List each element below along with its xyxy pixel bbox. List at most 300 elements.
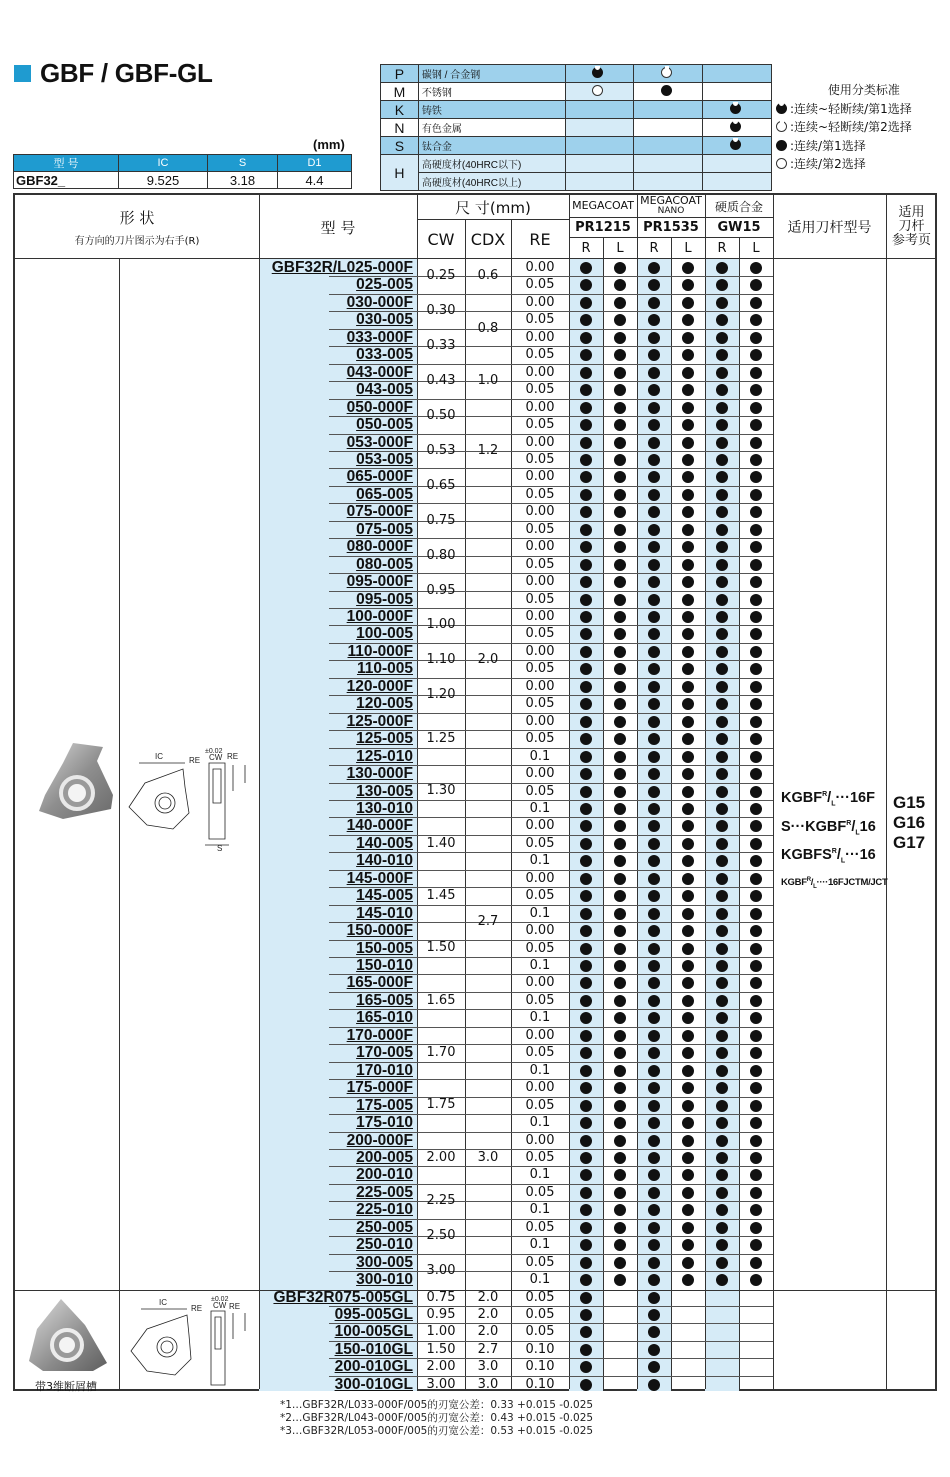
availability-dot-icon xyxy=(750,1222,762,1234)
availability-dot-icon xyxy=(580,594,592,606)
availability-dot-icon xyxy=(750,262,762,274)
insert-code: 120-005 xyxy=(356,695,413,713)
re-value: 0.00 xyxy=(525,713,555,729)
row-divider xyxy=(417,678,465,679)
re-value: 0.05 xyxy=(525,1289,555,1305)
mat-code-m: M xyxy=(381,83,419,101)
re-value: 0.1 xyxy=(529,800,551,816)
page-ref-1[interactable]: G15 xyxy=(893,793,926,812)
availability-dot-icon xyxy=(614,1187,626,1199)
availability-dot-icon xyxy=(580,1117,592,1129)
availability-dot-icon xyxy=(750,925,762,937)
re-value: 0.00 xyxy=(525,329,555,345)
availability-dot-icon xyxy=(716,1100,728,1112)
re-value: 0.1 xyxy=(529,1115,551,1131)
insert-code: 150-000F xyxy=(346,922,413,940)
mat-k-pr1535 xyxy=(634,101,703,119)
legend-label-2: :连续~轻断续/第2选择 xyxy=(790,120,912,134)
cw-value: 1.40 xyxy=(426,835,456,851)
re-value: 0.00 xyxy=(525,870,555,886)
availability-dot-icon xyxy=(682,698,694,710)
re-value: 0.05 xyxy=(525,626,555,642)
half-filled-dot-icon xyxy=(730,121,741,132)
insert-code: 125-005 xyxy=(356,730,413,748)
svg-text:RE: RE xyxy=(229,1302,241,1311)
cdx-value: 3.0 xyxy=(477,1149,499,1165)
mat-h1-gw15 xyxy=(703,155,772,173)
availability-dot-icon xyxy=(614,489,626,501)
re-value: 0.00 xyxy=(525,260,555,275)
divider xyxy=(259,195,260,1389)
insert-code: 250-010 xyxy=(356,1236,413,1254)
availability-dot-icon xyxy=(614,908,626,920)
footnote-3: *3…GBF32R/L053-000F/005的刃宽公差：0.53 +0.015 -0.025 xyxy=(280,1425,594,1437)
availability-dot-icon xyxy=(750,751,762,763)
availability-dot-icon xyxy=(682,489,694,501)
insert-code: 175-010 xyxy=(356,1114,413,1132)
availability-dot-icon xyxy=(580,1344,592,1356)
insert-code: 053-000F xyxy=(346,433,413,451)
spec-head-s: S xyxy=(208,155,278,172)
insert-code: 170-005 xyxy=(356,1044,413,1062)
divider xyxy=(569,217,773,218)
open-dot-icon xyxy=(776,158,787,169)
availability-dot-icon xyxy=(614,628,626,640)
cdx-value: 3.0 xyxy=(477,1376,499,1392)
table-header xyxy=(15,195,935,259)
insert-code: 145-000F xyxy=(346,869,413,887)
availability-dot-icon xyxy=(648,803,660,815)
availability-dot-icon xyxy=(682,297,694,309)
re-value: 0.1 xyxy=(529,958,551,973)
availability-dot-icon xyxy=(648,960,660,972)
mat-p-pr1535 xyxy=(634,65,703,83)
re-value: 0.05 xyxy=(525,591,555,607)
insert-code: 030-000F xyxy=(346,293,413,311)
page-ref-3[interactable]: G17 xyxy=(893,833,926,852)
row-divider xyxy=(465,294,511,295)
cw-value: 1.00 xyxy=(426,1324,456,1340)
availability-dot-icon xyxy=(580,943,592,955)
mat-h2-pr1215 xyxy=(565,173,634,191)
availability-dot-icon xyxy=(716,803,728,815)
insert-code: 033-000F xyxy=(346,328,413,346)
insert-code: 050-005 xyxy=(356,416,413,434)
availability-dot-icon xyxy=(648,768,660,780)
availability-dot-icon xyxy=(750,768,762,780)
availability-dot-icon xyxy=(750,611,762,623)
cdx-value: 2.0 xyxy=(477,1307,499,1322)
re-value: 0.05 xyxy=(525,417,555,433)
holder-list xyxy=(781,785,887,897)
insert-code: 095-000F xyxy=(346,573,413,591)
cw-value: 1.45 xyxy=(426,887,456,903)
row-divider xyxy=(465,399,511,400)
availability-dot-icon xyxy=(716,1274,728,1286)
availability-dot-icon xyxy=(750,1274,762,1286)
legend-label-1: :连续~轻断续/第1选择 xyxy=(790,101,912,116)
re-value: 0.00 xyxy=(525,574,555,590)
availability-dot-icon xyxy=(580,1152,592,1164)
material-grid xyxy=(380,64,772,191)
availability-dot-icon xyxy=(614,786,626,798)
availability-dot-icon xyxy=(614,803,626,815)
re-value: 0.00 xyxy=(525,364,555,380)
mat-name-s: 钛合金 xyxy=(418,137,565,155)
availability-dot-icon xyxy=(682,559,694,571)
availability-dot-icon xyxy=(682,506,694,518)
availability-dot-icon xyxy=(614,716,626,728)
availability-dot-icon xyxy=(614,751,626,763)
re-value: 0.00 xyxy=(525,609,555,624)
re-value: 0.05 xyxy=(525,783,555,799)
availability-dot-icon xyxy=(716,1065,728,1077)
availability-dot-icon xyxy=(682,925,694,937)
availability-dot-icon xyxy=(648,908,660,920)
availability-dot-icon xyxy=(750,855,762,867)
availability-dot-icon xyxy=(682,1257,694,1269)
footnote-2: *2…GBF32R/L043-000F/005的刃宽公差：0.43 +0.015 -0.025 xyxy=(280,1412,594,1424)
cw-value: 0.33 xyxy=(426,338,456,354)
divider xyxy=(637,195,638,1389)
svg-text:±0.02: ±0.02 xyxy=(211,1296,229,1303)
availability-dot-icon xyxy=(648,1152,660,1164)
insert-code: 150-010 xyxy=(356,957,413,974)
availability-dot-icon xyxy=(682,524,694,536)
insert-code: 250-005 xyxy=(356,1218,413,1236)
availability-dot-icon xyxy=(580,1100,592,1112)
svg-text:IC: IC xyxy=(155,752,163,761)
availability-dot-icon xyxy=(648,489,660,501)
availability-dot-icon xyxy=(716,611,728,623)
mat-m-pr1215 xyxy=(565,83,634,101)
re-value: 0.05 xyxy=(525,1184,555,1200)
availability-dot-icon xyxy=(716,716,728,728)
availability-dot-icon xyxy=(682,1117,694,1129)
availability-dot-icon xyxy=(648,611,660,623)
half-open-dot-icon xyxy=(661,67,672,78)
availability-dot-icon xyxy=(614,681,626,693)
availability-dot-icon xyxy=(580,768,592,780)
availability-dot-icon xyxy=(614,733,626,745)
insert-code: 150-005 xyxy=(356,939,413,957)
re-value: 0.05 xyxy=(525,731,555,747)
header-cw: CW xyxy=(427,229,455,249)
insert-code: 140-005 xyxy=(356,834,413,852)
mat-p-pr1215 xyxy=(565,65,634,83)
svg-text:S: S xyxy=(217,844,223,853)
holder-4[interactable]: $KGBF^R/_L\cdot\cdot\cdot\cdot 16FJCTM$/JCT xyxy=(781,877,888,891)
insert-code: 200-005 xyxy=(356,1148,413,1166)
availability-dot-icon xyxy=(750,995,762,1007)
cdx-value: 2.0 xyxy=(477,652,499,668)
insert-code: 080-005 xyxy=(356,555,413,573)
re-value: 0.05 xyxy=(525,1097,555,1113)
availability-dot-icon xyxy=(614,349,626,361)
cw-value: 0.50 xyxy=(426,408,456,424)
availability-dot-icon xyxy=(580,1187,592,1199)
availability-dot-icon xyxy=(750,646,762,658)
availability-dot-icon xyxy=(716,1222,728,1234)
mat-s-gw15 xyxy=(703,137,772,155)
cw-value: 1.20 xyxy=(426,687,456,703)
re-value: 0.1 xyxy=(529,1062,551,1078)
header-grade-2-brand xyxy=(637,195,705,217)
gl-insert-code: 300-010GL xyxy=(334,1375,413,1393)
cw-value: 0.95 xyxy=(426,582,456,598)
cw-value: 0.95 xyxy=(426,1307,456,1322)
row-divider xyxy=(417,399,465,400)
availability-dot-icon xyxy=(750,279,762,291)
re-value: 0.05 xyxy=(525,992,555,1008)
availability-dot-icon xyxy=(580,1065,592,1077)
row-divider xyxy=(465,364,511,365)
availability-dot-icon xyxy=(750,1169,762,1181)
cw-value: 0.75 xyxy=(426,512,456,528)
re-value: 0.00 xyxy=(525,975,555,991)
availability-dot-icon xyxy=(648,716,660,728)
re-value: 0.05 xyxy=(525,888,555,904)
insert-code: 030-005 xyxy=(356,311,413,329)
legend-label-3: :连续/第1选择 xyxy=(790,138,866,153)
header-pages-3: 参考页 xyxy=(891,233,931,248)
availability-dot-icon xyxy=(580,419,592,431)
availability-dot-icon xyxy=(682,1222,694,1234)
row-divider xyxy=(417,538,465,539)
grade-1-r: R xyxy=(581,240,591,256)
open-dot-icon xyxy=(592,85,603,96)
re-value: 0.1 xyxy=(529,1167,551,1183)
availability-dot-icon xyxy=(750,332,762,344)
availability-dot-icon xyxy=(648,332,660,344)
availability-dot-icon xyxy=(614,1047,626,1059)
availability-dot-icon xyxy=(716,402,728,414)
header-holder: 适用刀杆型号 xyxy=(787,220,872,236)
mat-name-h1: 高硬度材(40HRC以下) xyxy=(418,155,565,173)
availability-dot-icon xyxy=(580,559,592,571)
cw-value: 1.75 xyxy=(426,1097,456,1113)
unit-label: (mm) xyxy=(313,137,345,152)
holder-2[interactable]: $S\cdot\cdot\cdot KGBF^R/_L16$ xyxy=(781,818,876,837)
cw-value: 0.75 xyxy=(426,1289,456,1305)
re-value: 0.05 xyxy=(525,1219,555,1235)
cw-value: 2.00 xyxy=(426,1359,456,1375)
cw-value: 2.00 xyxy=(426,1149,456,1165)
row-divider xyxy=(417,1079,465,1080)
insert-code: 053-005 xyxy=(356,450,413,468)
gl-insert-code: 200-010GL xyxy=(334,1358,413,1376)
availability-dot-icon xyxy=(580,454,592,466)
page-refs xyxy=(893,793,925,853)
header-shape-note: 有方向的刀片图示为右手(R) xyxy=(74,236,200,247)
availability-dot-icon xyxy=(648,437,660,449)
availability-dot-icon xyxy=(580,838,592,850)
mat-code-s: S xyxy=(381,137,419,155)
page-ref-2[interactable]: G16 xyxy=(893,813,926,832)
re-value: 0.00 xyxy=(525,399,555,415)
availability-dot-icon xyxy=(682,751,694,763)
availability-dot-icon xyxy=(580,1309,592,1321)
holder-3[interactable]: $KGBFS^R/_L\cdot\cdot\cdot 16$ xyxy=(781,847,876,866)
gl-insert-code: 095-005GL xyxy=(334,1306,413,1323)
availability-dot-icon xyxy=(750,349,762,361)
availability-dot-icon xyxy=(716,419,728,431)
availability-dot-icon xyxy=(716,960,728,972)
row-divider xyxy=(417,503,465,504)
availability-dot-icon xyxy=(580,297,592,309)
availability-dot-icon xyxy=(580,402,592,414)
mat-m-gw15 xyxy=(703,83,772,101)
availability-dot-icon xyxy=(580,751,592,763)
availability-dot-icon xyxy=(614,1169,626,1181)
insert-code: 125-000F xyxy=(346,712,413,730)
re-value: 0.00 xyxy=(525,766,555,782)
insert-code: 100-005 xyxy=(356,625,413,643)
availability-dot-icon xyxy=(580,1135,592,1147)
availability-dot-icon xyxy=(716,995,728,1007)
header-grade-3-brand: 硬质合金 xyxy=(714,199,763,214)
svg-text:RE: RE xyxy=(191,1304,203,1313)
availability-dot-icon xyxy=(682,1030,694,1042)
availability-dot-icon xyxy=(750,594,762,606)
cw-value: 0.65 xyxy=(426,477,456,493)
insert-table xyxy=(13,193,937,1391)
insert-code: 095-005 xyxy=(356,590,413,608)
availability-dot-icon xyxy=(614,1065,626,1077)
cw-value: 1.10 xyxy=(426,652,456,668)
availability-dot-icon xyxy=(750,1239,762,1251)
insert-code: 065-005 xyxy=(356,485,413,503)
legend xyxy=(776,81,912,174)
availability-dot-icon xyxy=(648,1344,660,1356)
availability-dot-icon xyxy=(648,751,660,763)
availability-dot-icon xyxy=(648,454,660,466)
legend-item-2 xyxy=(776,118,912,137)
re-value: 0.00 xyxy=(525,1132,555,1148)
availability-dot-icon xyxy=(614,1222,626,1234)
re-value: 0.1 xyxy=(529,1010,551,1026)
availability-dot-icon xyxy=(614,402,626,414)
row-divider xyxy=(417,1027,465,1028)
re-value: 0.10 xyxy=(525,1341,555,1357)
availability-dot-icon xyxy=(580,960,592,972)
availability-dot-icon xyxy=(682,716,694,728)
insert-code: 075-005 xyxy=(356,520,413,538)
availability-dot-icon xyxy=(580,995,592,1007)
insert-drawing-icon xyxy=(125,743,255,855)
re-value: 0.1 xyxy=(529,1272,551,1288)
availability-dot-icon xyxy=(682,943,694,955)
availability-dot-icon xyxy=(750,1204,762,1216)
holder-1[interactable]: $KGBF^R/_L\cdot\cdot\cdot 16F$ xyxy=(781,789,875,808)
availability-dot-icon xyxy=(750,1012,762,1024)
legend-item-1 xyxy=(776,100,912,119)
availability-dot-icon xyxy=(750,628,762,640)
insert-code: 145-005 xyxy=(356,887,413,905)
re-value: 0.00 xyxy=(525,678,555,694)
insert-code: 165-000F xyxy=(346,974,413,992)
availability-dot-icon xyxy=(750,314,762,326)
row-divider xyxy=(417,1254,465,1255)
cw-value: 1.30 xyxy=(426,783,456,799)
availability-dot-icon xyxy=(580,611,592,623)
row-divider xyxy=(417,870,465,871)
insert-code: 200-000F xyxy=(346,1131,413,1149)
availability-dot-icon xyxy=(716,576,728,588)
availability-dot-icon xyxy=(682,908,694,920)
header-re: RE xyxy=(529,229,551,249)
cw-value: 1.25 xyxy=(426,730,456,746)
availability-dot-icon xyxy=(682,1065,694,1077)
insert-code: 130-000F xyxy=(346,765,413,783)
availability-dot-icon xyxy=(716,262,728,274)
availability-dot-icon xyxy=(716,559,728,571)
divider xyxy=(603,237,604,1389)
availability-dot-icon xyxy=(614,576,626,588)
spec-head-ic: IC xyxy=(119,155,208,172)
insert-code: 140-010 xyxy=(356,852,413,870)
re-value: 0.10 xyxy=(525,1376,555,1392)
mat-name-m: 不锈钢 xyxy=(418,83,565,101)
availability-dot-icon xyxy=(682,1152,694,1164)
svg-text:RE: RE xyxy=(227,752,239,761)
availability-dot-icon xyxy=(716,524,728,536)
availability-dot-icon xyxy=(614,1152,626,1164)
availability-dot-icon xyxy=(614,855,626,867)
row-divider xyxy=(417,608,465,609)
availability-dot-icon xyxy=(716,646,728,658)
insert-photo-icon xyxy=(33,739,119,825)
re-value: 0.1 xyxy=(529,1237,551,1253)
mat-code-p: P xyxy=(381,65,419,83)
cw-value: 3.00 xyxy=(426,1376,456,1392)
availability-dot-icon xyxy=(580,1274,592,1286)
availability-dot-icon xyxy=(614,995,626,1007)
availability-dot-icon xyxy=(682,349,694,361)
availability-dot-icon xyxy=(614,454,626,466)
re-value: 0.05 xyxy=(525,1045,555,1061)
availability-dot-icon xyxy=(682,803,694,815)
re-value: 0.05 xyxy=(525,382,555,398)
mat-n-pr1215 xyxy=(565,119,634,137)
cdx-value: 1.0 xyxy=(477,373,499,389)
availability-dot-icon xyxy=(580,908,592,920)
insert-code: 170-010 xyxy=(356,1061,413,1079)
availability-dot-icon xyxy=(750,1030,762,1042)
re-value: 0.05 xyxy=(525,835,555,851)
availability-dot-icon xyxy=(682,820,694,832)
re-value: 0.05 xyxy=(525,556,555,572)
availability-dot-icon xyxy=(614,419,626,431)
cw-value: 2.25 xyxy=(426,1193,456,1209)
re-value: 0.1 xyxy=(529,748,551,764)
availability-dot-icon xyxy=(682,838,694,850)
availability-dot-icon xyxy=(682,594,694,606)
cw-value: 2.50 xyxy=(426,1228,456,1244)
legend-label-4: :连续/第2选择 xyxy=(790,157,866,171)
availability-dot-icon xyxy=(614,663,626,675)
availability-dot-icon xyxy=(750,1135,762,1147)
availability-dot-icon xyxy=(580,925,592,937)
availability-dot-icon xyxy=(614,820,626,832)
availability-dot-icon xyxy=(682,1187,694,1199)
cw-value: 0.43 xyxy=(426,373,456,389)
cw-value: 1.50 xyxy=(426,1341,456,1357)
divider xyxy=(417,219,569,220)
availability-dot-icon xyxy=(614,437,626,449)
availability-dot-icon xyxy=(614,611,626,623)
header-shape xyxy=(15,195,259,259)
